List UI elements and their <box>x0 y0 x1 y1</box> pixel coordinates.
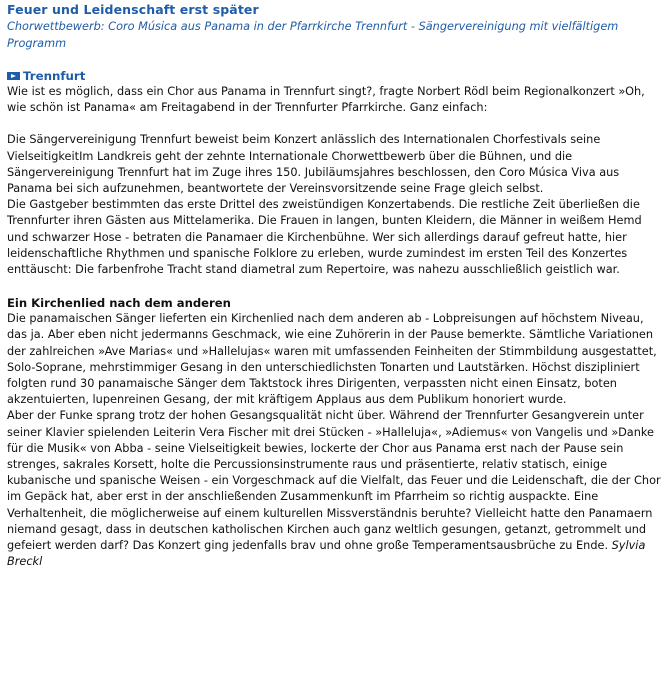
intro-paragraph: Wie ist es möglich, dass ein Chor aus Panama in Trennfurt singt?, fragte Norbert Rödl beim Regionalkonzert »Oh, wie schön ist Panama« am Freitagabend in der Trennfurter Pfarrkirche. Ganz einfach: <box>7 85 645 115</box>
paragraph-spacer <box>7 116 662 132</box>
article-subheadline: Chorwettbewerb: Coro Música aus Panama in der Pfarrkirche Trennfurt - Sängervereinigung mit vielfältigem Programm <box>7 20 619 50</box>
author-name: Sylvia Breckl <box>7 539 646 569</box>
body-paragraph-4 <box>7 408 662 570</box>
body-paragraph-4-text: Aber der Funke sprang trotz der hohen Gesangsqualität nicht über. Während der Trennfurter Gesangverein unter seiner Klavier spielenden Leiterin Vera Fischer mit drei Stücken - »Halleluja«, »Adiemus« von Vangelis und »Danke für die Musik« von Abba - seine Vielseitigkeit bewies, lockerte der Chor aus Panama erst nach der Pause sein strenges, sakrales Korsett, holte die Percussionsinstrumente raus und präsentierte, relativ statisch, einige kubanische und spanische Weisen - ein Vorgeschmack auf die Vielfalt, das Feuer und die Leidenschaft, die der Chor im Gepäck hat, aber erst in der anschließenden Zusammenkunft im Pfarrheim so richtig auspackte. Eine Verhaltenheit, die möglicherweise auf einem kulturellen Missverständnis beruhte? Vielleicht hatte den Panamaern niemand gesagt, dass in deutschen katholischen Kirchen auch ganz weltlich gesungen, getanzt, getrommelt und gefeiert werden darf? Das Konzert ging jedenfalls brav und ohne große Temperamentsausbrüche zu Ende. <box>7 409 661 553</box>
article-headline: Feuer und Leidenschaft erst später <box>7 2 259 17</box>
section-title: Ein Kirchenlied nach dem anderen <box>7 296 231 311</box>
body-paragraph-2: Die Gastgeber bestimmten das erste Drittel des zweistündigen Konzertabends. Die restliche Zeit überließen die Trennfurter ihren Gästen aus Mittelamerika. Die Frauen in langen, bunten Kleidern, die Männer in weißem Hemd und schwarzer Hose - betraten die Panamaer die Kirchenbühne. Wer sich allerdings darauf gefreut hatte, hier leidenschaftliche Rhythmen und spanische Folklore zu erleben, wurde zumindest im ersten Teil des Konzertes enttäuscht: Die farbenfrohe Tracht stand diametral zum Repertoire, was nahezu ausschließlich geistlich war. <box>7 198 642 277</box>
body-paragraph-1: Die Sängervereinigung Trennfurt beweist beim Konzert anlässlich des Internationalen Chorfestivals seine VielseitigkeitIm Landkreis geht der zehnte Internationale Chorwettbewerb über die Bühnen, und die Sängervereinigung Trennfurt hat im Zuge ihres 150. Jubiläumsjahres beschlossen, den Coro Música Viva aus Panama bei sich aufzunehmen, beantwortete der Vereinsvorsitzende seine Frage gleich selbst. <box>7 133 620 196</box>
dateline-text: Trennfurt <box>23 69 86 83</box>
arrow-box-icon <box>7 72 20 80</box>
dateline <box>7 68 662 84</box>
body-paragraph-3: Die panamaischen Sänger lieferten ein Kirchenlied nach dem anderen ab - Lobpreisungen auf höchstem Niveau, das ja. Aber eben nicht jedermanns Geschmack, wie eine Zuhörerin in der Pause bemerkte. Sämtliche Variationen der zahlreichen »Ave Marias« und »Hallelujas« waren mit umfassenden Feinheiten der Stimmbildung ausgestattet, Solo-Soprane, mehrstimmiger Gesang in den unterschiedlichsten Tonarten und Lautstärken. Höchst diszipliniert folgten rund 30 panamaische Sänger dem Taktstock ihres Dirigenten, verpassten nicht einen Einsatz, boten akzentuierten, lupenreinen Gesang, der mit kräftigem Applaus aus dem Publikum honoriert wurde. <box>7 312 657 407</box>
